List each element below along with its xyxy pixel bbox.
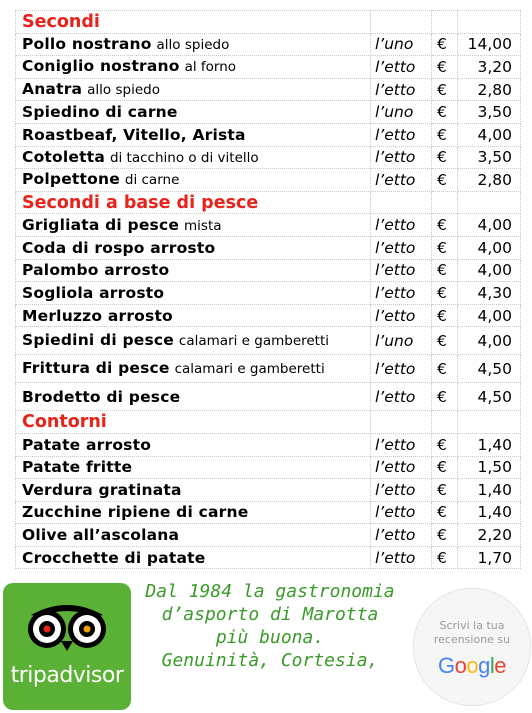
item-unit: l’etto xyxy=(371,56,432,79)
item-price: 4,50 xyxy=(458,383,521,411)
item-description: di tacchino o di vitello xyxy=(109,149,259,166)
item-name: Crocchette di patate xyxy=(22,548,206,567)
item-name: Cotoletta xyxy=(22,147,105,166)
item-description: al forno xyxy=(184,59,237,76)
item-name: Spiedino di carne xyxy=(22,103,178,122)
section-title: Secondi xyxy=(16,11,371,34)
currency-symbol: € xyxy=(432,236,458,259)
item-cell xyxy=(16,546,371,569)
currency-symbol: € xyxy=(432,456,458,479)
item-description: allo spiedo xyxy=(87,82,160,99)
item-unit: l’etto xyxy=(371,479,432,502)
empty-cell xyxy=(371,191,432,214)
item-cell xyxy=(16,433,371,456)
item-cell xyxy=(16,78,371,101)
item-name: Brodetto di pesce xyxy=(22,387,181,406)
currency-symbol: € xyxy=(432,383,458,411)
currency-symbol: € xyxy=(432,282,458,305)
item-name: Pollo nostrano xyxy=(22,34,152,53)
currency-symbol: € xyxy=(432,259,458,282)
item-unit: l’etto xyxy=(371,123,432,146)
currency-symbol: € xyxy=(432,355,458,383)
currency-symbol: € xyxy=(432,214,458,237)
menu-item-row xyxy=(16,355,521,383)
item-name: Verdura gratinata xyxy=(22,480,182,499)
tripadvisor-badge[interactable] xyxy=(3,583,131,710)
item-price: 4,00 xyxy=(458,123,521,146)
item-cell xyxy=(16,56,371,79)
item-price: 3,50 xyxy=(458,101,521,124)
menu-item-row xyxy=(16,282,521,305)
item-unit: l’etto xyxy=(371,78,432,101)
currency-symbol: € xyxy=(432,327,458,355)
empty-cell xyxy=(371,411,432,434)
item-name: Palombo arrosto xyxy=(22,261,170,280)
item-unit: l’uno xyxy=(371,101,432,124)
google-logo-letter: e xyxy=(494,653,506,678)
item-unit: l’etto xyxy=(371,433,432,456)
menu-item-row xyxy=(16,546,521,569)
item-price: 4,00 xyxy=(458,304,521,327)
currency-symbol: € xyxy=(432,169,458,192)
currency-symbol: € xyxy=(432,146,458,169)
item-unit: l’etto xyxy=(371,146,432,169)
item-cell xyxy=(16,236,371,259)
item-price: 4,00 xyxy=(458,236,521,259)
item-cell xyxy=(16,101,371,124)
item-unit: l’etto xyxy=(371,355,432,383)
currency-symbol: € xyxy=(432,56,458,79)
menu-item-row xyxy=(16,433,521,456)
item-unit: l’etto xyxy=(371,456,432,479)
item-name: Patate arrosto xyxy=(22,435,152,454)
slogan-line: più buona. xyxy=(215,627,325,648)
item-name: Patate fritte xyxy=(22,458,133,477)
google-logo-letter: g xyxy=(478,653,490,678)
item-name: Frittura di pesce xyxy=(22,359,170,378)
menu-item-row xyxy=(16,456,521,479)
empty-cell xyxy=(458,11,521,34)
item-price: 2,20 xyxy=(458,524,521,547)
menu-table xyxy=(15,10,521,569)
empty-cell xyxy=(432,191,458,214)
menu-item-row xyxy=(16,78,521,101)
google-review-text xyxy=(414,619,530,647)
item-price: 1,50 xyxy=(458,456,521,479)
menu-body xyxy=(16,11,521,569)
item-cell xyxy=(16,259,371,282)
item-cell xyxy=(16,355,371,383)
item-cell xyxy=(16,456,371,479)
footer xyxy=(0,578,532,713)
item-price: 4,00 xyxy=(458,327,521,355)
menu-item-row xyxy=(16,56,521,79)
item-name: Anatra xyxy=(22,80,83,99)
empty-cell xyxy=(432,11,458,34)
item-unit: l’etto xyxy=(371,524,432,547)
menu-item-row xyxy=(16,479,521,502)
item-unit: l’etto xyxy=(371,304,432,327)
section-header-row xyxy=(16,411,521,434)
empty-cell xyxy=(458,191,521,214)
slogan-line: Dal 1984 la gastronomia xyxy=(145,581,395,602)
item-name: Roastbeaf, Vitello, Arista xyxy=(22,125,246,144)
menu-item-row xyxy=(16,327,521,355)
slogan xyxy=(140,580,400,672)
google-review-badge[interactable] xyxy=(413,588,531,706)
item-cell xyxy=(16,304,371,327)
menu-item-row xyxy=(16,304,521,327)
item-price: 2,80 xyxy=(458,78,521,101)
currency-symbol: € xyxy=(432,101,458,124)
item-price: 4,00 xyxy=(458,214,521,237)
currency-symbol: € xyxy=(432,304,458,327)
menu-item-row xyxy=(16,33,521,56)
item-unit: l’uno xyxy=(371,33,432,56)
menu-item-row xyxy=(16,146,521,169)
google-logo-letter: o xyxy=(454,653,467,678)
item-unit: l’etto xyxy=(371,383,432,411)
item-unit: l’etto xyxy=(371,169,432,192)
section-title: Contorni xyxy=(16,411,371,434)
item-unit: l’etto xyxy=(371,501,432,524)
item-price: 3,50 xyxy=(458,146,521,169)
item-unit: l’etto xyxy=(371,282,432,305)
item-cell xyxy=(16,479,371,502)
menu-item-row xyxy=(16,501,521,524)
item-unit: l’etto xyxy=(371,259,432,282)
item-unit: l’uno xyxy=(371,327,432,355)
menu-item-row xyxy=(16,214,521,237)
currency-symbol: € xyxy=(432,78,458,101)
tripadvisor-owl-icon xyxy=(25,601,109,655)
item-cell xyxy=(16,33,371,56)
item-name: Merluzzo arrosto xyxy=(22,306,173,325)
google-logo xyxy=(414,653,530,679)
currency-symbol: € xyxy=(432,546,458,569)
item-price: 4,50 xyxy=(458,355,521,383)
menu-item-row xyxy=(16,236,521,259)
google-logo-letter: o xyxy=(466,653,479,678)
menu-item-row xyxy=(16,101,521,124)
menu-item-row xyxy=(16,524,521,547)
item-price: 2,80 xyxy=(458,169,521,192)
item-name: Sogliola arrosto xyxy=(22,283,165,302)
slogan-line: d’asporto di Marotta xyxy=(161,604,379,625)
item-name: Zucchine ripiene di carne xyxy=(22,503,249,522)
menu-item-row xyxy=(16,123,521,146)
item-description: calamari e gamberetti xyxy=(178,333,330,350)
item-description: mista xyxy=(184,217,222,234)
currency-symbol: € xyxy=(432,479,458,502)
menu-item-row xyxy=(16,383,521,411)
item-unit: l’etto xyxy=(371,214,432,237)
item-cell xyxy=(16,123,371,146)
google-logo-letter: G xyxy=(437,653,455,678)
item-cell xyxy=(16,524,371,547)
item-description: calamari e gamberetti xyxy=(174,361,325,378)
item-name: Polpettone xyxy=(22,170,120,189)
item-cell xyxy=(16,169,371,192)
slogan-line: Genuinità, Cortesia, xyxy=(161,650,379,671)
section-header-row xyxy=(16,191,521,214)
item-cell xyxy=(16,214,371,237)
currency-symbol: € xyxy=(432,501,458,524)
item-price: 1,40 xyxy=(458,501,521,524)
empty-cell xyxy=(432,411,458,434)
item-description: di carne xyxy=(124,172,180,189)
item-price: 1,40 xyxy=(458,433,521,456)
item-unit: l’etto xyxy=(371,236,432,259)
google-line-2: recensione su xyxy=(433,633,511,646)
item-price: 1,40 xyxy=(458,479,521,502)
currency-symbol: € xyxy=(432,33,458,56)
item-name: Grigliata di pesce xyxy=(22,215,180,234)
section-header-row xyxy=(16,11,521,34)
item-price: 4,00 xyxy=(458,259,521,282)
item-unit: l’etto xyxy=(371,546,432,569)
item-cell xyxy=(16,501,371,524)
item-cell xyxy=(16,146,371,169)
item-name: Spiedini di pesce xyxy=(22,331,174,350)
item-price: 3,20 xyxy=(458,56,521,79)
tripadvisor-label: tripadvisor xyxy=(10,663,124,688)
google-logo-letter: l xyxy=(489,653,495,678)
menu-item-row xyxy=(16,259,521,282)
google-line-1: Scrivi la tua xyxy=(439,619,505,632)
item-cell xyxy=(16,327,371,355)
currency-symbol: € xyxy=(432,524,458,547)
item-cell xyxy=(16,282,371,305)
empty-cell xyxy=(371,11,432,34)
item-name: Coda di rospo arrosto xyxy=(22,238,216,257)
empty-cell xyxy=(458,411,521,434)
item-name: Olive all’ascolana xyxy=(22,526,180,545)
item-price: 14,00 xyxy=(458,33,521,56)
item-description: allo spiedo xyxy=(156,36,230,53)
item-name: Coniglio nostrano xyxy=(22,57,180,76)
currency-symbol: € xyxy=(432,123,458,146)
section-title: Secondi a base di pesce xyxy=(16,191,371,214)
currency-symbol: € xyxy=(432,433,458,456)
item-cell xyxy=(16,383,371,411)
item-price: 4,30 xyxy=(458,282,521,305)
item-price: 1,70 xyxy=(458,546,521,569)
menu-item-row xyxy=(16,169,521,192)
